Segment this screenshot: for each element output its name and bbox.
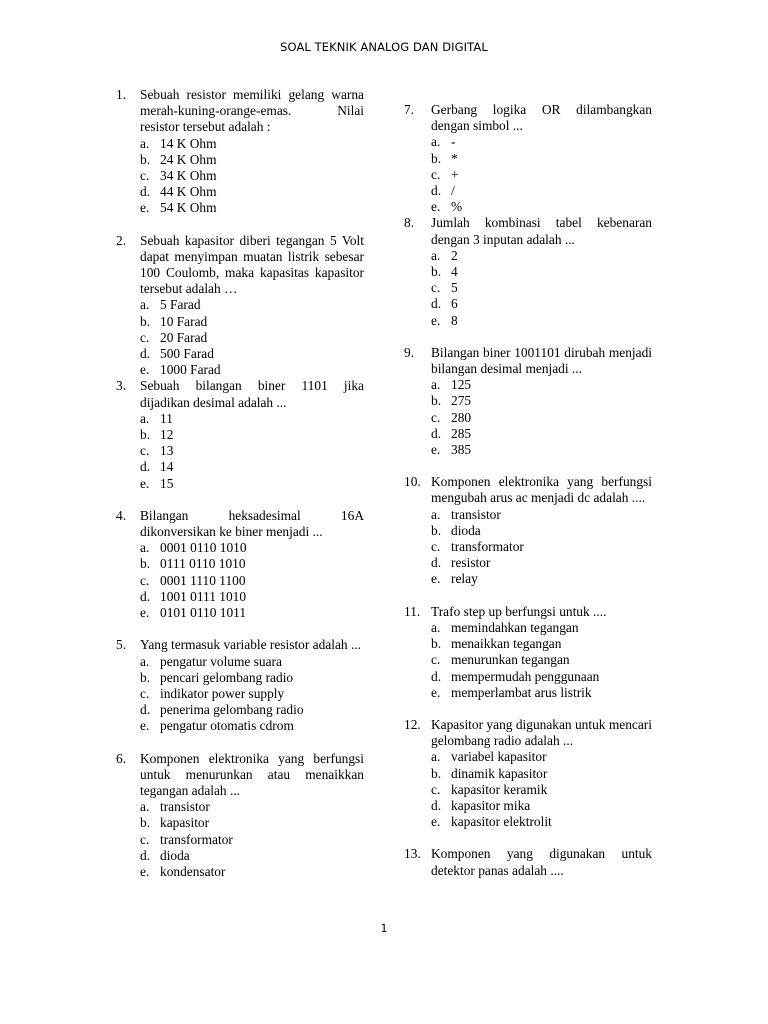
- answer-options: [116, 799, 364, 880]
- option-letter: a.: [431, 749, 441, 765]
- answer-option: [431, 280, 652, 296]
- answer-options: [116, 654, 364, 735]
- option-text: 0101 0110 1011: [160, 605, 247, 621]
- answer-option: [431, 410, 652, 426]
- answer-option: [140, 152, 364, 168]
- question-number: 3.: [116, 378, 127, 394]
- answer-option: [140, 718, 364, 734]
- answer-option: [431, 393, 652, 409]
- option-letter: d.: [140, 702, 151, 718]
- option-text: 500 Farad: [160, 346, 214, 362]
- option-letter: c.: [431, 781, 441, 797]
- option-letter: e.: [140, 362, 150, 378]
- option-text: transformator: [451, 539, 524, 555]
- option-letter: b.: [140, 815, 151, 831]
- option-text: -: [451, 134, 456, 150]
- option-text: *: [451, 150, 458, 166]
- option-letter: a.: [431, 134, 441, 150]
- option-text: transistor: [451, 506, 501, 522]
- option-text: 13: [160, 443, 174, 459]
- answer-option: [431, 555, 652, 571]
- answer-option: [140, 362, 364, 378]
- right-question-column: [404, 87, 652, 879]
- question-text: Bilangan heksadesimal 16A dikonversikan ke biner menjadi ...: [140, 507, 364, 540]
- option-text: kapasitor mika: [451, 797, 531, 813]
- option-letter: c.: [431, 539, 441, 555]
- option-text: variabel kapasitor: [451, 749, 547, 765]
- option-text: 5: [451, 280, 458, 296]
- option-letter: e.: [140, 200, 150, 216]
- answer-option: [140, 589, 364, 605]
- question-number: 12.: [404, 716, 421, 732]
- option-text: dinamik kapasitor: [451, 765, 548, 781]
- question-text: Trafo step up berfungsi untuk ....: [431, 603, 607, 619]
- option-text: 125: [451, 377, 472, 393]
- option-letter: a.: [140, 799, 150, 815]
- option-letter: d.: [140, 588, 151, 604]
- answer-option: [140, 314, 364, 330]
- option-text: 1001 0111 1010: [160, 588, 247, 604]
- option-letter: d.: [140, 459, 151, 475]
- option-letter: e.: [431, 312, 441, 328]
- answer-options: [116, 411, 364, 492]
- option-letter: a.: [431, 247, 441, 263]
- question-number: 9.: [404, 344, 415, 360]
- question-text: Sebuah resistor memiliki gelang warna merah-kuning-orange-emas. Nilai resistor tersebut adalah :: [140, 87, 364, 135]
- option-text: kapasitor keramik: [451, 781, 548, 797]
- question-item: [116, 508, 364, 621]
- option-letter: a.: [431, 377, 441, 393]
- option-text: menaikkan tegangan: [451, 636, 562, 652]
- answer-option: [431, 766, 652, 782]
- answer-option: [140, 556, 364, 572]
- answer-option: [431, 377, 652, 393]
- option-text: 5 Farad: [160, 297, 201, 313]
- option-text: 2: [451, 247, 458, 263]
- question-text: Yang termasuk variable resistor adalah ...: [140, 637, 362, 653]
- answer-option: [140, 184, 364, 200]
- question-item: [404, 717, 652, 830]
- option-letter: c.: [140, 685, 150, 701]
- option-letter: c.: [140, 831, 150, 847]
- question-number: 1.: [116, 87, 127, 102]
- option-text: 34 K Ohm: [160, 168, 217, 184]
- option-text: dioda: [451, 522, 481, 538]
- option-text: /: [451, 183, 455, 199]
- question-number: 6.: [116, 750, 127, 766]
- question-number: 5.: [116, 637, 127, 653]
- question-item: [116, 378, 364, 491]
- answer-option: [431, 782, 652, 798]
- option-text: mempermudah penggunaan: [451, 668, 600, 684]
- answer-option: [431, 749, 652, 765]
- question-number: 4.: [116, 507, 127, 523]
- option-letter: b.: [431, 150, 442, 166]
- option-letter: b.: [140, 669, 151, 685]
- answer-options: [404, 134, 652, 215]
- option-letter: b.: [431, 393, 442, 409]
- answer-option: [140, 799, 364, 815]
- question-number: 11.: [404, 603, 421, 619]
- option-letter: c.: [431, 280, 441, 296]
- answer-option: [431, 183, 652, 199]
- question-number: 7.: [404, 102, 415, 117]
- option-text: 1000 Farad: [160, 362, 221, 378]
- answer-option: [140, 848, 364, 864]
- answer-options: [116, 136, 364, 217]
- answer-option: [140, 573, 364, 589]
- question-number: 2.: [116, 232, 127, 248]
- option-text: 44 K Ohm: [160, 184, 217, 200]
- option-text: 15: [160, 475, 174, 491]
- answer-option: [140, 864, 364, 880]
- answer-option: [140, 346, 364, 362]
- answer-option: [140, 297, 364, 313]
- option-letter: c.: [431, 166, 441, 182]
- question-text: Komponen elektronika yang berfungsi mengubah arus ac menjadi dc adalah ....: [431, 474, 652, 506]
- option-text: 14 K Ohm: [160, 135, 217, 151]
- option-letter: c.: [140, 168, 150, 184]
- answer-options: [116, 297, 364, 378]
- answer-options: [404, 248, 652, 329]
- answer-options: [404, 507, 652, 588]
- option-letter: a.: [140, 410, 150, 426]
- question-item: [404, 474, 652, 587]
- question-text: Bilangan biner 1001101 dirubah menjadi bilangan desimal menjadi ...: [431, 344, 652, 377]
- question-item: [404, 846, 652, 878]
- option-text: 10 Farad: [160, 313, 208, 329]
- answer-option: [431, 620, 652, 636]
- option-letter: e.: [140, 718, 150, 734]
- answer-option: [431, 167, 652, 183]
- option-letter: e.: [140, 605, 150, 621]
- question-number: 10.: [404, 474, 421, 490]
- option-text: pengatur otomatis cdrom: [160, 718, 294, 734]
- option-letter: e.: [431, 571, 441, 587]
- option-letter: b.: [431, 522, 442, 538]
- question-item: [116, 637, 364, 734]
- option-letter: b.: [431, 765, 442, 781]
- option-letter: c.: [140, 572, 150, 588]
- option-text: 0001 0110 1010: [160, 540, 247, 556]
- question-item: [404, 215, 652, 328]
- option-letter: d.: [431, 296, 442, 312]
- answer-option: [431, 685, 652, 701]
- answer-option: [140, 670, 364, 686]
- option-text: %: [451, 199, 463, 215]
- option-text: dioda: [160, 847, 190, 863]
- option-letter: b.: [140, 313, 151, 329]
- option-letter: d.: [140, 184, 151, 200]
- option-letter: c.: [140, 329, 150, 345]
- option-letter: e.: [431, 442, 441, 458]
- page-header: SOAL TEKNIK ANALOG DAN DIGITAL: [280, 40, 488, 54]
- option-text: kapasitor elektrolit: [451, 814, 552, 830]
- option-letter: a.: [140, 653, 150, 669]
- option-letter: d.: [431, 668, 442, 684]
- option-letter: e.: [431, 684, 441, 700]
- option-letter: b.: [140, 427, 151, 443]
- option-text: 4: [451, 264, 458, 280]
- answer-option: [140, 686, 364, 702]
- option-text: 385: [451, 442, 472, 458]
- option-letter: d.: [431, 555, 442, 571]
- option-text: 20 Farad: [160, 329, 208, 345]
- answer-option: [431, 539, 652, 555]
- option-text: kondensator: [160, 863, 226, 879]
- option-text: 280: [451, 409, 472, 425]
- question-text: Komponen elektronika yang berfungsi untuk menurunkan atau menaikkan tegangan adalah ...: [140, 750, 364, 798]
- option-text: 6: [451, 296, 458, 312]
- option-letter: b.: [431, 264, 442, 280]
- option-letter: a.: [140, 297, 150, 313]
- answer-option: [431, 798, 652, 814]
- answer-option: [140, 476, 364, 492]
- answer-option: [431, 669, 652, 685]
- question-number: 8.: [404, 215, 415, 231]
- option-text: 12: [160, 427, 174, 443]
- option-text: 8: [451, 312, 458, 328]
- left-question-column: [116, 87, 364, 880]
- option-text: pencari gelombang radio: [160, 669, 294, 685]
- answer-option: [431, 442, 652, 458]
- option-letter: b.: [431, 636, 442, 652]
- answer-option: [140, 443, 364, 459]
- option-text: memperlambat arus listrik: [451, 684, 592, 700]
- answer-option: [140, 330, 364, 346]
- question-item: [116, 233, 364, 379]
- option-text: 0001 1110 1100: [160, 572, 246, 588]
- question-text: Sebuah bilangan biner 1101 jika dijadikan desimal adalah ...: [140, 378, 364, 410]
- answer-option: [140, 654, 364, 670]
- question-text: Sebuah kapasitor diberi tegangan 5 Volt dapat menyimpan muatan listrik sebesar 100 Coulomb, maka kapasitas kapasitor tersebut adalah …: [140, 232, 364, 297]
- option-text: 0111 0110 1010: [160, 556, 246, 572]
- question-item: [404, 345, 652, 458]
- question-item: [404, 604, 652, 701]
- option-letter: b.: [140, 556, 151, 572]
- question-item: [404, 102, 652, 215]
- question-text: Jumlah kombinasi tabel kebenaran dengan 3 inputan adalah ...: [431, 215, 652, 247]
- answer-option: [431, 199, 652, 215]
- answer-options: [116, 540, 364, 621]
- option-letter: e.: [431, 814, 441, 830]
- option-letter: e.: [140, 475, 150, 491]
- option-text: memindahkan tegangan: [451, 619, 579, 635]
- answer-option: [140, 702, 364, 718]
- option-text: transformator: [160, 831, 233, 847]
- option-text: relay: [451, 571, 478, 587]
- option-text: 24 K Ohm: [160, 151, 217, 167]
- option-letter: d.: [431, 797, 442, 813]
- answer-option: [140, 815, 364, 831]
- option-letter: e.: [431, 199, 441, 215]
- option-letter: b.: [140, 151, 151, 167]
- answer-option: [140, 459, 364, 475]
- option-letter: a.: [431, 619, 441, 635]
- page-number: 1: [380, 922, 388, 935]
- answer-option: [431, 571, 652, 587]
- answer-option: [140, 168, 364, 184]
- question-text: Kapasitor yang digunakan untuk mencari gelombang radio adalah ...: [431, 716, 652, 749]
- answer-option: [140, 540, 364, 556]
- answer-option: [431, 426, 652, 442]
- question-number: 13.: [404, 846, 421, 862]
- answer-option: [431, 151, 652, 167]
- answer-option: [140, 136, 364, 152]
- question-item: [116, 87, 364, 217]
- answer-option: [431, 636, 652, 652]
- answer-options: [404, 620, 652, 701]
- option-letter: d.: [431, 183, 442, 199]
- option-letter: a.: [140, 135, 150, 151]
- question-text: Gerbang logika OR dilambangkan dengan simbol ...: [431, 102, 652, 134]
- option-letter: e.: [140, 863, 150, 879]
- answer-options: [404, 749, 652, 830]
- option-text: +: [451, 166, 459, 182]
- answer-option: [431, 296, 652, 312]
- answer-option: [431, 507, 652, 523]
- answer-option: [431, 248, 652, 264]
- option-text: 14: [160, 459, 174, 475]
- option-text: transistor: [160, 799, 210, 815]
- option-text: penerima gelombang radio: [160, 702, 304, 718]
- question-item: [116, 751, 364, 881]
- option-text: 11: [160, 410, 173, 426]
- option-text: 54 K Ohm: [160, 200, 217, 216]
- option-letter: a.: [431, 506, 441, 522]
- option-letter: d.: [431, 425, 442, 441]
- answer-option: [431, 264, 652, 280]
- answer-option: [431, 313, 652, 329]
- answer-option: [140, 427, 364, 443]
- option-text: resistor: [451, 555, 491, 571]
- option-letter: c.: [431, 409, 441, 425]
- answer-option: [431, 652, 652, 668]
- question-text: Komponen yang digunakan untuk detektor panas adalah ....: [431, 846, 652, 878]
- answer-option: [140, 200, 364, 216]
- option-letter: d.: [140, 847, 151, 863]
- answer-option: [140, 832, 364, 848]
- option-text: indikator power supply: [160, 685, 285, 701]
- answer-option: [140, 411, 364, 427]
- answer-options: [404, 377, 652, 458]
- answer-option: [431, 134, 652, 150]
- option-letter: c.: [431, 652, 441, 668]
- option-text: menurunkan tegangan: [451, 652, 570, 668]
- option-text: kapasitor: [160, 815, 210, 831]
- answer-option: [140, 605, 364, 621]
- option-text: pengatur volume suara: [160, 653, 282, 669]
- option-letter: c.: [140, 443, 150, 459]
- answer-option: [431, 814, 652, 830]
- option-text: 285: [451, 425, 472, 441]
- option-letter: a.: [140, 540, 150, 556]
- answer-option: [431, 523, 652, 539]
- option-letter: d.: [140, 346, 151, 362]
- option-text: 275: [451, 393, 472, 409]
